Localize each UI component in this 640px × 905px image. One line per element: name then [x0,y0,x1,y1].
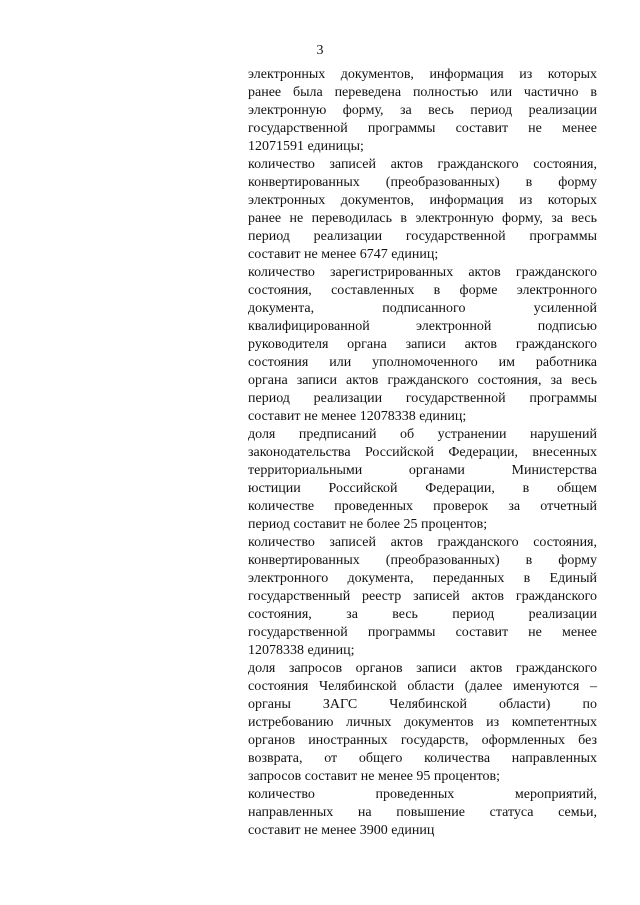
text-line: доля предписаний об устранении нарушений [248,427,597,442]
text-line: юстиции Российской Федерации, в общем [248,481,597,496]
text-line: ранее не переводилась в электронную форму, за весь [248,211,597,226]
text-line: конвертированных (преобразованных) в форму [248,175,597,190]
text-line: направленных на повышение статуса семьи, [248,805,597,820]
text-line: электронную форму, за весь период реализации [248,103,597,118]
text-line: состояния Челябинской области (далее именуются – [248,679,597,694]
text-line: руководителя органа записи актов гражданского [248,337,597,352]
text-line: количество записей актов гражданского состояния, [248,157,597,172]
text-line: квалифицированной электронной подписью [248,319,597,334]
text-line: период составит не более 25 процентов; [248,517,488,532]
page-number: 3 [316,43,324,58]
text-line: 12078338 единиц; [248,643,355,658]
document-body [248,66,597,840]
text-line: количество зарегистрированных актов гражданского [248,265,597,280]
text-line: состояния, за весь период реализации [248,607,597,622]
text-line: государственной программы составит не менее [248,121,597,136]
text-line: истребованию личных документов из компетентных [248,715,597,730]
text-line: законодательства Российской Федерации, внесенных [248,445,597,460]
text-line: запросов составит не менее 95 процентов; [248,769,501,784]
text-line: территориальными органами Министерства [248,463,597,478]
text-line: электронных документов, информация из которых [248,67,597,82]
text-line: количество проведенных мероприятий, [248,787,597,802]
text-line: состояния, составленных в форме электронного [248,283,597,298]
text-line: количество записей актов гражданского состояния, [248,535,597,550]
text-line: составит не менее 3900 единиц [248,823,435,838]
text-line: период реализации государственной программы [248,229,597,244]
text-line: электронных документов, информация из которых [248,193,597,208]
text-line: документа, подписанного усиленной [248,301,597,316]
text-line: возврата, от общего количества направленных [248,751,597,766]
text-line: государственной программы составит не менее [248,625,597,640]
text-line: органов иностранных государств, оформленных без [248,733,597,748]
text-line: 12071591 единицы; [248,139,364,154]
text-line: составит не менее 12078338 единиц; [248,409,467,424]
text-line: электронного документа, переданных в Единый [248,571,597,586]
text-line: органы ЗАГС Челябинской области) по [248,697,597,712]
text-line: ранее была переведена полностью или частично в [248,85,597,100]
text-line: составит не менее 6747 единиц; [248,247,439,262]
text-line: конвертированных (преобразованных) в форму [248,553,597,568]
text-line: период реализации государственной программы [248,391,597,406]
text-line: доля запросов органов записи актов гражданского [248,661,597,676]
text-line: количестве проведенных проверок за отчетный [248,499,597,514]
text-line: государственный реестр записей актов гражданского [248,589,597,604]
text-line: органа записи актов гражданского состояния, за весь [248,373,597,388]
text-line: состояния или уполномоченного им работника [248,355,597,370]
